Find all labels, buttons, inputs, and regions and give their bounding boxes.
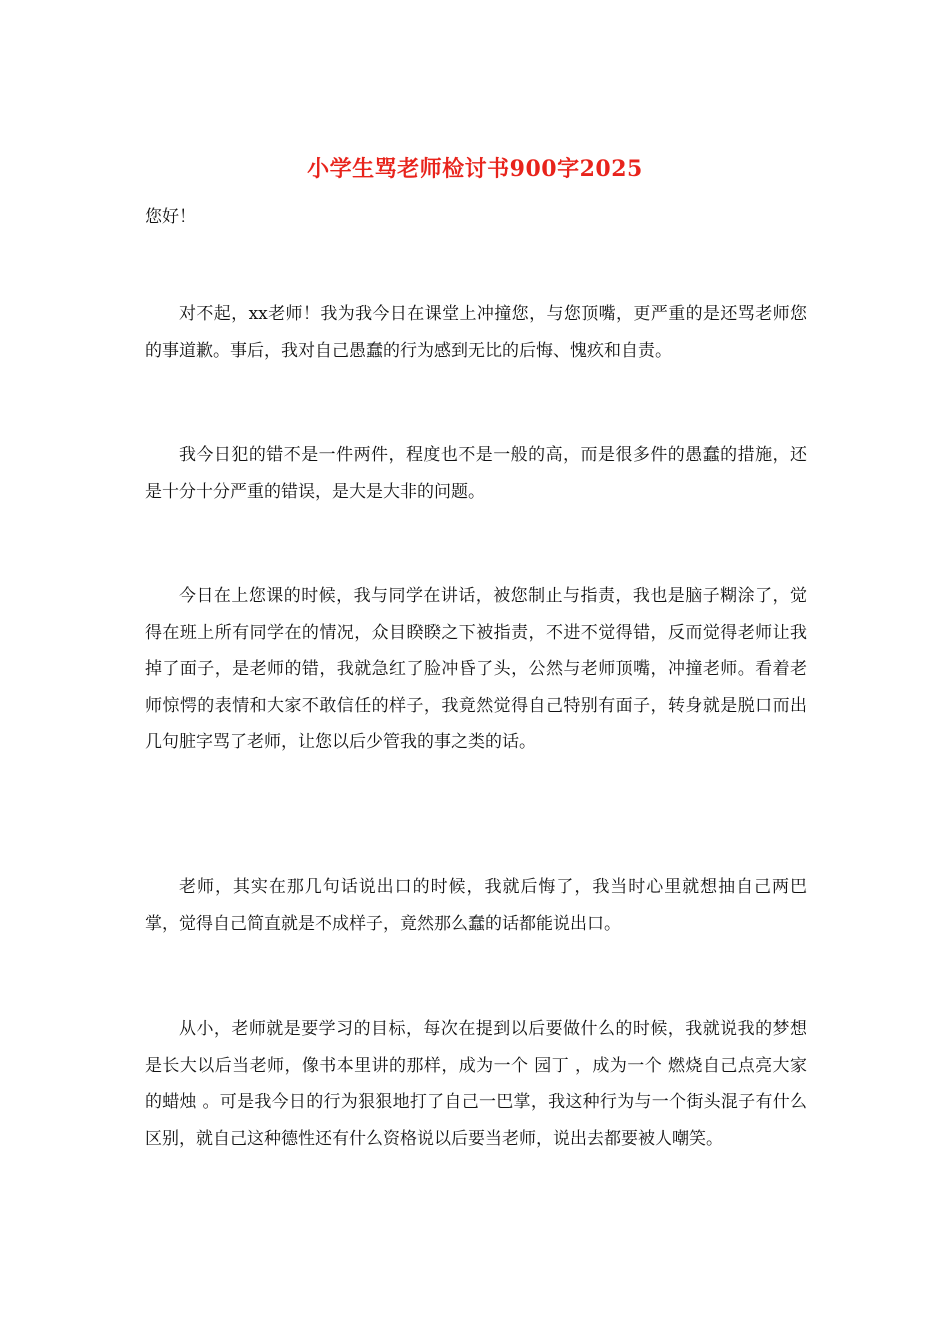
paragraph-mistake-severity: 我今日犯的错不是一件两件，程度也不是一般的高，而是很多件的愚蠢的措施，还是十分十分严重的错误，是大是大非的问题。 [145, 445, 807, 502]
paragraph-apology: 对不起，xx老师！我为我今日在课堂上冲撞您，与您顶嘴，更严重的是还骂老师您的事道歉。事后，我对自己愚蠢的行为感到无比的后悔、愧疚和自责。 [145, 304, 807, 361]
salutation: 您好！ [145, 207, 196, 227]
paragraph-incident: 今日在上您课的时候，我与同学在讲话，被您制止与指责，我也是脑子糊涂了，觉得在班上所有同学在的情况，众目睽睽之下被指责，不进不觉得错，反而觉得老师让我掉了面子，是老师的错，我就急红了脸冲昏了头，公然与老师顶嘴，冲撞老师。看着老师惊愕的表情和大家不敢信任的样子，我竟然觉得自己特别有面子，转身就是脱口而出几句脏字骂了老师，让您以后少管我的事之类的话。 [145, 586, 807, 752]
paragraph-regret: 老师，其实在那几句话说出口的时候，我就后悔了，我当时心里就想抽自己两巴掌，觉得自己简直就是不成样子，竟然那么蠢的话都能说出口。 [145, 877, 807, 934]
paragraph-dream: 从小，老师就是要学习的目标，每次在提到以后要做什么的时候，我就说我的梦想是长大以后当老师，像书本里讲的那样，成为一个 园丁 ，成为一个 燃烧自己点亮大家的蜡烛 。可是我今日的行为狠狠地打了自己一巴掌，我这种行为与一个街头混子有什么区别，就自己这种德性还有什么资格说以后要当老师，说出去都要被人嘲笑。 [145, 1019, 807, 1149]
document-title: 小学生骂老师检讨书900字2025 [307, 156, 643, 182]
